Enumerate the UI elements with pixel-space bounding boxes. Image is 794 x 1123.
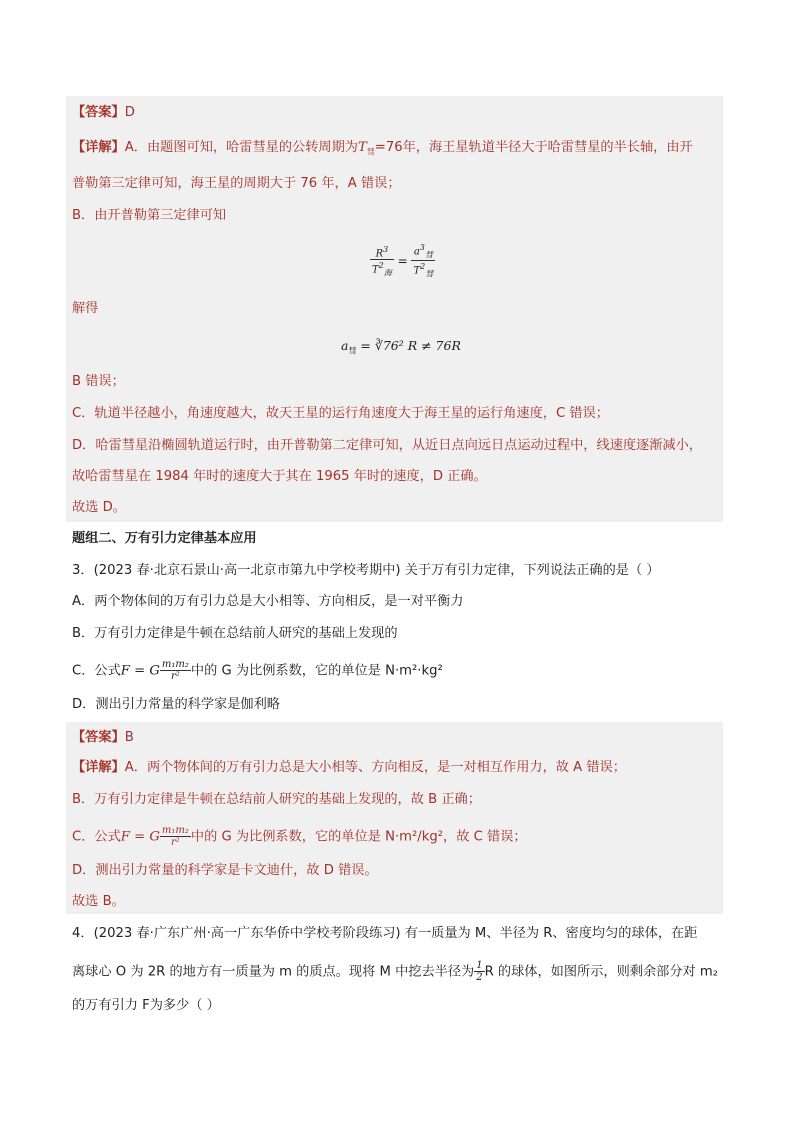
detail-line-B: B 错误；	[72, 374, 125, 389]
section-title: 题组二、万有引力定律基本应用	[72, 531, 257, 546]
choose-line-1: 故选 D。	[72, 500, 126, 515]
q3-option-B: B．万有引力定律是牛顿在总结前人研究的基础上发现的	[72, 626, 398, 641]
detail-line-2C: C．公式F = G $\frac{\text{m₁m₂}}{\text{r²}}$ 中的 G 为比例系数，它的单位是 N·m²/kg²，故 C 错误；	[72, 825, 527, 848]
equals-sign: =	[397, 253, 408, 268]
answer-line-2: 【答案】B	[72, 730, 134, 745]
detail-line-D2: 故哈雷彗星在 1984 年时的速度大于其在 1965 年时的速度，D 正确。	[72, 469, 487, 484]
q3-stem: 3．(2023 春·北京石景山·高一北京市第九中学校考期中) 关于万有引力定律，下列说法正确的是（ ）	[72, 563, 660, 578]
detail-line-2D: D．测出引力常量的科学家是卡文迪什，故 D 错误。	[72, 863, 378, 878]
detail-line-1	[72, 139, 693, 162]
answer-tag: 【答案】	[72, 105, 125, 120]
detail-text-a: A．由题图可知，哈雷彗星的公转周期为	[124, 140, 358, 155]
detail-line-D1: D．哈雷彗星沿椭圆轨道运行时，由开普勒第二定律可知，从近日点向远日点运动过程中，线速度逐渐减小，	[72, 438, 702, 453]
period-subscript: 彗	[366, 147, 375, 157]
choose-line-2: 故选 B。	[72, 894, 125, 909]
detail-line-2A: 【详解】A．两个物体间的万有引力总是大小相等、方向相反，是一对相互作用力，故 A 错误；	[72, 760, 626, 775]
fraction-right: $\frac{a^3_彗}{T^2_彗}$	[413, 243, 434, 279]
detail-line-3: B．由开普勒第三定律可知	[72, 208, 227, 223]
detail-line-C: C．轨道半径越小，角速度越大，故天王星的运行角速度大于海王星的运行角速度，C 错误；	[72, 406, 609, 421]
q4-line-3: 的万有引力 F为多少（ ）	[72, 998, 220, 1013]
detail-line-2B: B．万有引力定律是牛顿在总结前人研究的基础上发现的，故 B 正确；	[72, 792, 481, 807]
period-symbol: T	[357, 140, 367, 155]
fraction-left: $\frac{R^3}{T^2_海}$	[372, 244, 392, 278]
solution-block-2	[66, 722, 723, 914]
q3-option-C: C．公式F = G $\frac{\text{m₁m₂}}{\text{r²}}$ 中的 G 为比例系数，它的单位是 N·m²·kg²	[72, 659, 443, 682]
detail-text-b: =76年，海王星轨道半径大于哈雷彗星的半长轴，由开	[374, 140, 693, 155]
detail-tag: 【详解】	[72, 140, 125, 155]
solve-label: 解得	[72, 301, 99, 316]
answer-line-1	[72, 104, 135, 122]
answer-value: D	[124, 105, 135, 120]
q3-option-A: A．两个物体间的万有引力总是大小相等、方向相反，是一对平衡力	[72, 594, 464, 609]
kepler-equation	[370, 242, 435, 280]
semi-major-axis-equation: $a_彗$ = ∛76² R ≠ 76R	[341, 338, 461, 356]
detail-line-2: 普勒第三定律可知，海王星的周期大于 76 年，A 错误；	[72, 176, 401, 191]
q4-line-2: 离球心 O 为 2R 的地方有一质量为 m 的质点。现将 M 中挖去半径为 $\frac{1}{2}$ R 的球体，如图所示，则剩余部分对 m₂	[72, 960, 719, 983]
q3-option-D: D．测出引力常量的科学家是伽利略	[72, 697, 280, 712]
q4-line-1: 4．(2023 春·广东广州·高一广东华侨中学校考阶段练习) 有一质量为 M、半径为 R、密度均匀的球体，在距	[72, 926, 698, 941]
